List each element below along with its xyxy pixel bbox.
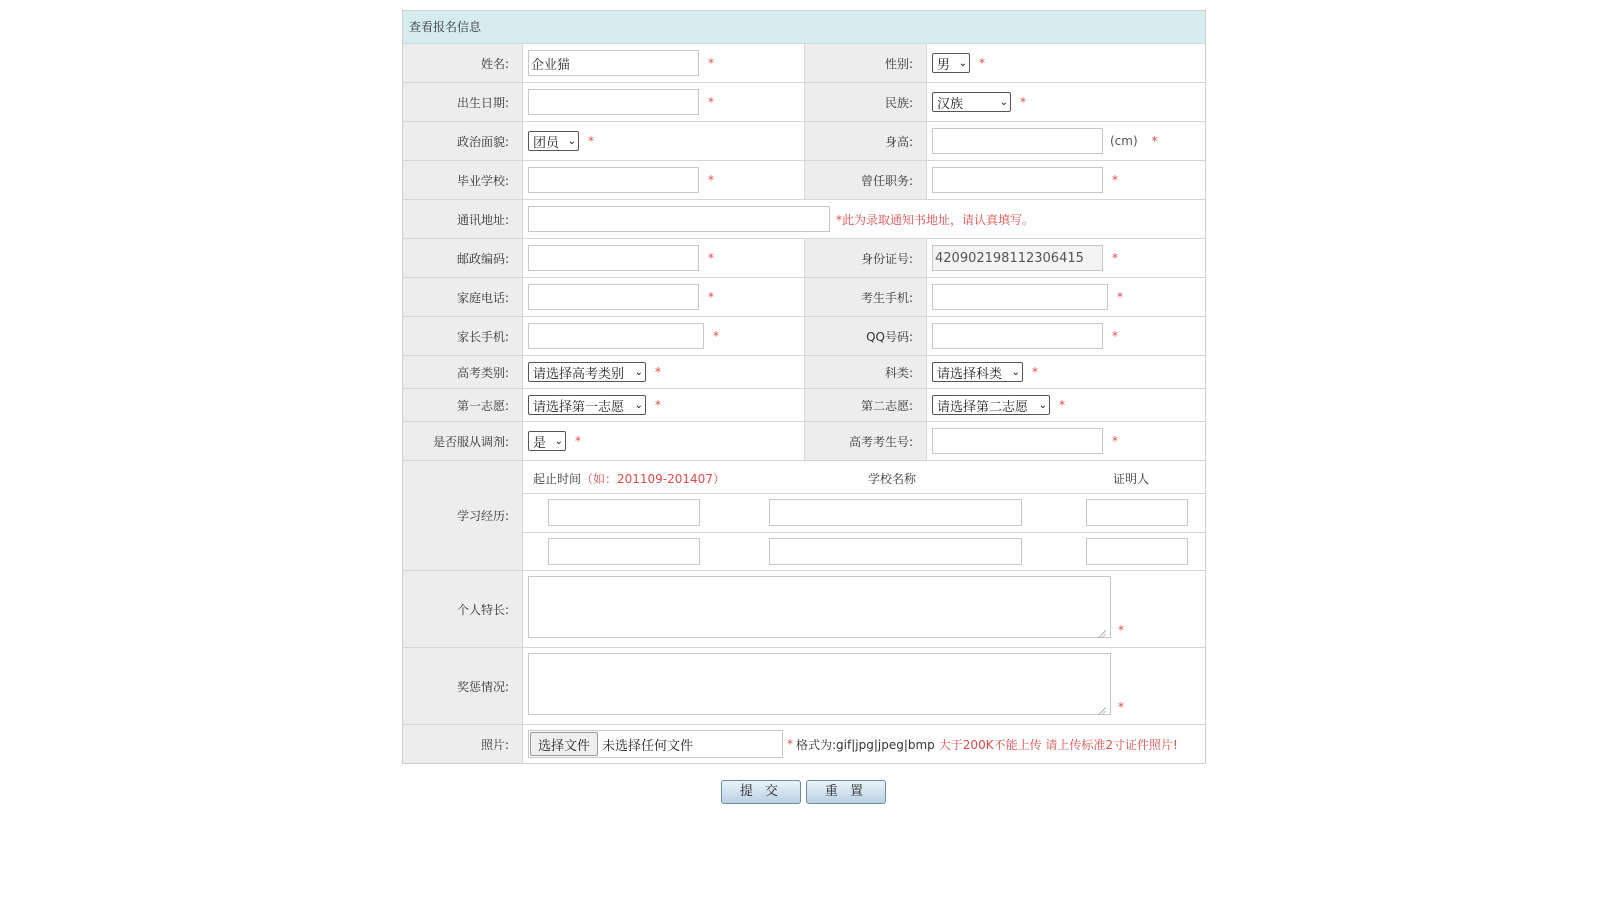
home-phone-label: 家庭电话: xyxy=(403,278,523,316)
study-period-input[interactable] xyxy=(548,499,700,526)
student-mobile-label: 考生手机: xyxy=(805,278,927,316)
period-column-header: 起止时间 xyxy=(533,472,582,486)
former-position-label: 曾任职务: xyxy=(805,161,927,199)
chevron-down-icon: ⌄ xyxy=(999,96,1008,108)
required-mark: * xyxy=(1118,700,1124,714)
exam-category-select[interactable]: 请选择高考类别 ⌄ xyxy=(528,362,646,382)
form-row xyxy=(403,355,1205,388)
form-row xyxy=(403,724,1205,763)
study-period-input[interactable] xyxy=(548,538,700,565)
chevron-down-icon: ⌄ xyxy=(567,135,576,147)
form-title: 查看报名信息 xyxy=(403,11,1205,44)
chevron-down-icon: ⌄ xyxy=(1038,399,1047,411)
required-mark: * xyxy=(713,329,719,343)
study-history-row xyxy=(403,460,1205,570)
postal-code-label: 邮政编码: xyxy=(403,239,523,277)
ethnicity-label: 民族: xyxy=(805,83,927,121)
birthdate-input[interactable] xyxy=(528,89,699,115)
required-mark: * xyxy=(708,251,714,265)
qq-input[interactable] xyxy=(932,323,1103,349)
second-choice-label: 第二志愿: xyxy=(805,389,927,421)
chevron-down-icon: ⌄ xyxy=(634,399,643,411)
required-mark: * xyxy=(655,398,661,412)
required-mark: * xyxy=(1112,251,1118,265)
school-column-header: 学校名称 xyxy=(868,472,917,486)
required-mark: * xyxy=(1112,173,1118,187)
photo-format-note: 格式为:gif|jpg|jpeg|bmp xyxy=(796,737,935,752)
required-mark: * xyxy=(708,95,714,109)
required-mark: * xyxy=(708,290,714,304)
height-input[interactable] xyxy=(932,128,1103,154)
form-row xyxy=(403,316,1205,355)
witness-column-header: 证明人 xyxy=(1113,472,1150,486)
specialty-textarea[interactable] xyxy=(528,576,1111,638)
reset-button[interactable]: 重 置 xyxy=(806,780,886,804)
obey-adjust-select[interactable]: 是 ⌄ xyxy=(528,431,566,451)
required-mark: * xyxy=(1151,134,1158,148)
obey-adjust-label: 是否服从调剂: xyxy=(403,422,523,460)
registration-form xyxy=(402,10,1206,764)
study-history-table xyxy=(523,461,1205,570)
photo-file-input[interactable] xyxy=(528,730,783,758)
study-witness-input[interactable] xyxy=(1086,499,1188,526)
address-input[interactable] xyxy=(528,206,830,232)
table-row xyxy=(523,533,1205,570)
id-number-input[interactable] xyxy=(932,245,1103,271)
graduate-school-input[interactable] xyxy=(528,167,699,193)
required-mark: * xyxy=(708,173,714,187)
resize-grip-icon[interactable] xyxy=(1098,707,1106,715)
study-school-input[interactable] xyxy=(769,538,1022,565)
height-label: 身高: xyxy=(805,122,927,160)
home-phone-input[interactable] xyxy=(528,284,699,310)
study-school-input[interactable] xyxy=(769,499,1022,526)
required-mark: * xyxy=(588,134,594,148)
form-row xyxy=(403,388,1205,421)
form-row xyxy=(403,199,1205,238)
exam-category-label: 高考类别: xyxy=(403,356,523,388)
subject-type-select[interactable]: 请选择科类 ⌄ xyxy=(932,362,1023,382)
birthdate-label: 出生日期: xyxy=(403,83,523,121)
qq-label: QQ号码: xyxy=(805,317,927,355)
required-mark: * xyxy=(708,56,714,70)
subject-type-label: 科类: xyxy=(805,356,927,388)
political-status-label: 政治面貌: xyxy=(403,122,523,160)
awards-textarea[interactable] xyxy=(528,653,1111,715)
form-row xyxy=(403,82,1205,121)
awards-label: 奖惩情况: xyxy=(403,648,523,724)
former-position-input[interactable] xyxy=(932,167,1103,193)
form-row xyxy=(403,160,1205,199)
chevron-down-icon: ⌄ xyxy=(958,57,967,69)
required-mark: * xyxy=(1112,329,1118,343)
address-label: 通讯地址: xyxy=(403,200,523,238)
height-unit: (cm) xyxy=(1110,134,1138,148)
required-mark: * xyxy=(1112,434,1118,448)
parent-mobile-label: 家长手机: xyxy=(403,317,523,355)
form-row xyxy=(403,647,1205,724)
gender-select[interactable]: 男 ⌄ xyxy=(932,53,970,73)
required-mark: * xyxy=(979,56,985,70)
table-row xyxy=(523,494,1205,533)
required-mark: * xyxy=(1059,398,1065,412)
form-row xyxy=(403,570,1205,647)
graduate-school-label: 毕业学校: xyxy=(403,161,523,199)
specialty-label: 个人特长: xyxy=(403,571,523,647)
gender-label: 性别: xyxy=(805,44,927,82)
id-number-label: 身份证号: xyxy=(805,239,927,277)
required-mark: * xyxy=(1032,365,1038,379)
form-row xyxy=(403,44,1205,82)
photo-label: 照片: xyxy=(403,725,523,763)
first-choice-select[interactable]: 请选择第一志愿 ⌄ xyxy=(528,395,646,415)
chevron-down-icon: ⌄ xyxy=(554,435,563,447)
study-witness-input[interactable] xyxy=(1086,538,1188,565)
file-status-text: 未选择任何文件 xyxy=(602,738,694,754)
study-history-label: 学习经历: xyxy=(403,461,523,570)
resize-grip-icon[interactable] xyxy=(1098,630,1106,638)
student-mobile-input[interactable] xyxy=(932,284,1108,310)
political-status-select[interactable]: 团员 ⌄ xyxy=(528,131,579,151)
submit-button[interactable]: 提 交 xyxy=(721,780,801,804)
exam-number-input[interactable] xyxy=(932,428,1103,454)
name-input[interactable] xyxy=(528,50,699,76)
exam-number-label: 高考考生号: xyxy=(805,422,927,460)
chevron-down-icon: ⌄ xyxy=(1011,366,1020,378)
required-mark: * xyxy=(1020,95,1026,109)
name-label: 姓名: xyxy=(403,44,523,82)
study-history-header xyxy=(523,461,1205,494)
form-row xyxy=(403,121,1205,160)
form-row xyxy=(403,238,1205,277)
form-row xyxy=(403,421,1205,460)
chevron-down-icon: ⌄ xyxy=(634,366,643,378)
required-mark: * xyxy=(1117,290,1123,304)
address-note: *此为录取通知书地址，请认真填写。 xyxy=(836,212,1035,227)
required-mark: * xyxy=(787,737,793,751)
second-choice-select[interactable]: 请选择第二志愿 ⌄ xyxy=(932,395,1050,415)
required-mark: * xyxy=(575,434,581,448)
postal-code-input[interactable] xyxy=(528,245,699,271)
required-mark: * xyxy=(655,365,661,379)
period-hint: （如：201109-201407） xyxy=(581,472,725,486)
form-row xyxy=(403,277,1205,316)
first-choice-label: 第一志愿: xyxy=(403,389,523,421)
required-mark: * xyxy=(1118,623,1124,637)
photo-size-note: 大于200K不能上传 请上传标准2寸证件照片! xyxy=(938,737,1178,752)
parent-mobile-input[interactable] xyxy=(528,323,704,349)
ethnicity-select[interactable]: 汉族 ⌄ xyxy=(932,92,1011,112)
choose-file-button[interactable]: 选择文件 xyxy=(530,732,598,756)
